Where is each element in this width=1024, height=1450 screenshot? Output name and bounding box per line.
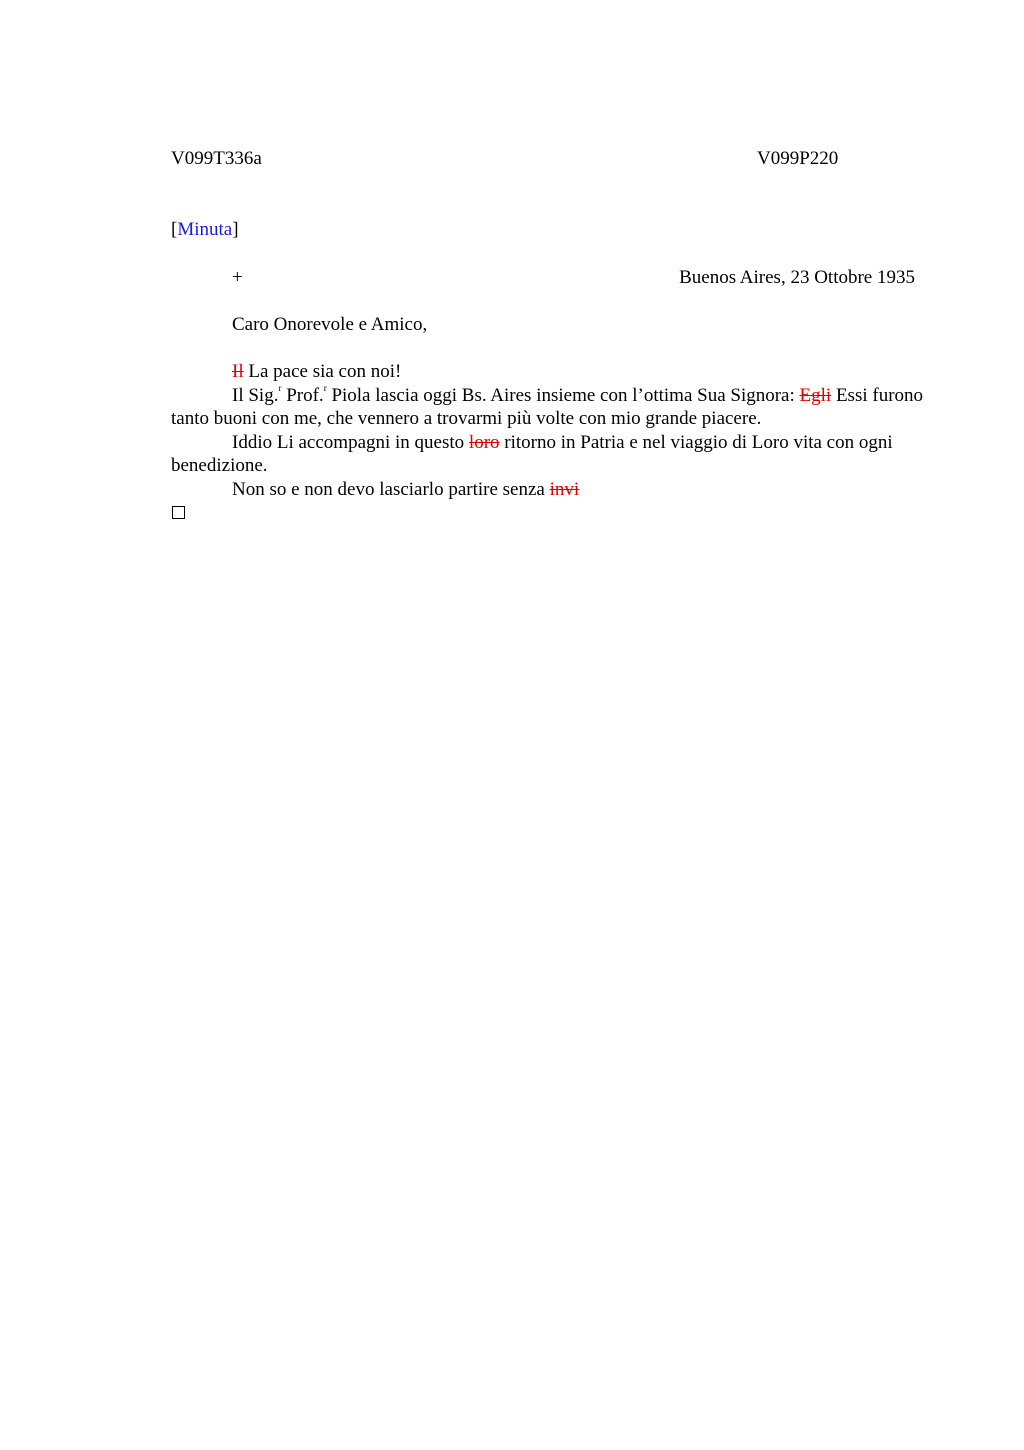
paragraph-1 <box>171 360 927 384</box>
place-date: Buenos Aires, 23 Ottobre 1935 <box>679 267 915 288</box>
paragraph-text: Piola lascia oggi Bs. Aires insieme con l’ottima Sua Signora: <box>326 384 800 406</box>
paragraph-text: Essi furono tanto buoni con me, che vennero a trovarmi più volte con mio grande piacere. <box>171 384 924 429</box>
paragraph-3 <box>171 431 927 478</box>
cross-symbol: + <box>232 267 243 288</box>
document-id-right: V099P220 <box>757 148 839 169</box>
paragraph-text: Iddio Li accompagni in questo <box>232 431 469 453</box>
close-bracket: ] <box>232 219 239 240</box>
empty-square-icon <box>172 506 185 519</box>
minuta-text: Minuta <box>177 219 233 240</box>
paragraph-text: ritorno in Patria e nel viaggio di Loro vita con ogni benedizione. <box>171 431 893 476</box>
document-id-left: V099T336a <box>171 148 262 169</box>
paragraph-text: Il Sig. <box>232 384 279 406</box>
superscript: r <box>323 383 327 394</box>
paragraph-text: Prof. <box>281 384 324 406</box>
paragraph-4 <box>171 478 927 502</box>
deleted-word: Egli <box>799 384 832 406</box>
minuta-label <box>171 220 239 239</box>
paragraph-text: La pace sia con noi! <box>243 361 402 382</box>
deleted-word: loro <box>468 431 500 453</box>
letter-body <box>171 360 927 501</box>
open-bracket: [ <box>171 219 178 240</box>
deleted-word: invi <box>549 478 580 500</box>
deleted-word: Il <box>232 361 244 382</box>
superscript: r <box>278 383 282 394</box>
paragraph-text: Non so e non devo lasciarlo partire senza <box>232 478 550 500</box>
paragraph-2 <box>171 384 927 431</box>
salutation: Caro Onorevole e Amico, <box>232 314 428 335</box>
